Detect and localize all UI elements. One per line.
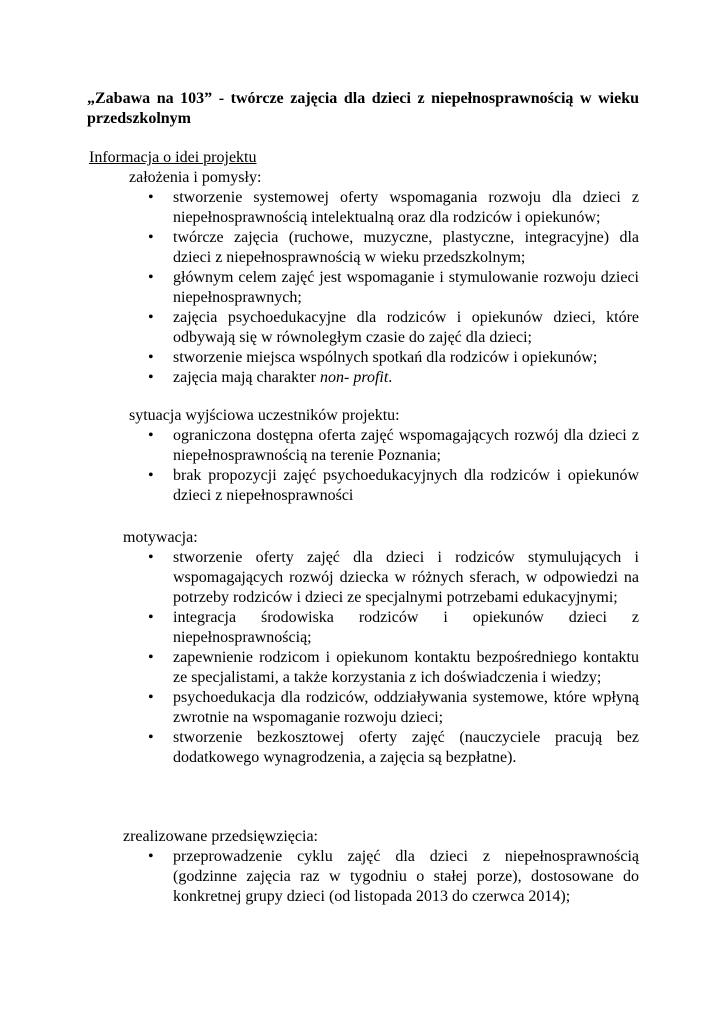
bullet-icon: • <box>148 269 154 286</box>
list-item-text: stworzenie bezkosztowej oferty zajęć (nauczyciele pracują bez dodatkowego wynagrodzenia, a zajęcia są bezpłatne). <box>173 729 639 766</box>
list-item-text: brak propozycji zajęć psychoedukacyjnych dla rodziców i opiekunów dzieci z niepełnosprawności <box>173 467 639 504</box>
section-label-sytuacja: sytuacja wyjściowa uczestników projektu: <box>129 407 400 424</box>
bullet-list-sytuacja <box>148 426 639 506</box>
bullet-icon: • <box>148 689 154 706</box>
document-title: „Zabawa na 103” - twórcze zajęcia dla dzieci z niepełnosprawnością w wieku przedszkolnym <box>87 90 639 127</box>
list-item-text: głównym celem zajęć jest wspomaganie i stymulowanie rozwoju dzieci niepełnosprawnych; <box>173 269 639 306</box>
list-item <box>148 348 639 368</box>
list-item <box>148 648 639 688</box>
list-item-text: ograniczona dostępna oferta zajęć wspomagających rozwój dla dzieci z niepełnosprawnością na terenie Poznania; <box>173 427 639 464</box>
list-item <box>148 847 639 907</box>
section-heading: Informacja o idei projektu <box>89 149 257 166</box>
bullet-list-zalozenia <box>148 188 639 388</box>
list-item-text: integracja środowiska rodziców i opiekunów dzieci z niepełnosprawnością; <box>173 609 639 646</box>
bullet-icon: • <box>148 729 154 746</box>
list-item <box>148 268 639 308</box>
list-item-text-suffix: . <box>388 369 393 386</box>
section-label-motywacja: motywacja: <box>123 529 198 546</box>
bullet-icon: • <box>148 609 154 626</box>
list-item-text: stworzenie miejsca wspólnych spotkań dla rodziców i opiekunów; <box>173 349 598 366</box>
bullet-icon: • <box>148 848 154 865</box>
bullet-list-motywacja <box>148 548 639 768</box>
section-label-zalozenia: założenia i pomysły: <box>129 169 262 186</box>
list-item <box>148 548 639 608</box>
bullet-icon: • <box>148 549 154 566</box>
list-item-text: zajęcia psychoedukacyjne dla rodziców i opiekunów dzieci, które odbywają się w równoległym czasie do zajęć dla dzieci; <box>173 309 639 346</box>
list-item <box>148 426 639 466</box>
bullet-icon: • <box>148 229 154 246</box>
list-item <box>148 228 639 268</box>
bullet-icon: • <box>148 349 154 366</box>
bullet-list-zrealizowane <box>148 847 639 907</box>
bullet-icon: • <box>148 649 154 666</box>
list-item <box>148 368 639 388</box>
list-item-emphasis: non- profit <box>320 369 389 386</box>
list-item-text: stworzenie systemowej oferty wspomagania rozwoju dla dzieci z niepełnosprawnością intelektualną oraz dla rodziców i opiekunów; <box>173 189 639 226</box>
list-item <box>148 308 639 348</box>
list-item <box>148 188 639 228</box>
list-item <box>148 608 639 648</box>
bullet-icon: • <box>148 369 154 386</box>
list-item <box>148 466 639 506</box>
list-item-text: zapewnienie rodzicom i opiekunom kontaktu bezpośredniego kontaktu ze specjalistami, a także korzystania z ich doświadczenia i wiedzy; <box>173 649 639 686</box>
list-item-text: twórcze zajęcia (ruchowe, muzyczne, plastyczne, integracyjne) dla dzieci z niepełnosprawnością w wieku przedszkolnym; <box>173 229 639 266</box>
list-item-text: psychoedukacja dla rodziców, oddziaływania systemowe, które wpłyną zwrotnie na wspomaganie rozwoju dzieci; <box>173 689 639 726</box>
bullet-icon: • <box>148 427 154 444</box>
list-item <box>148 688 639 728</box>
section-label-zrealizowane: zrealizowane przedsięwzięcia: <box>123 828 318 845</box>
list-item-text: stworzenie oferty zajęć dla dzieci i rodziców stymulujących i wspomagających rozwój dziecka w różnych sferach, w odpowiedzi na potrzeby rodziców i dzieci ze specjalnymi potrzebami edukacyjnymi; <box>173 549 639 606</box>
list-item-text-prefix: zajęcia mają charakter <box>173 369 320 386</box>
bullet-icon: • <box>148 309 154 326</box>
bullet-icon: • <box>148 467 154 484</box>
list-item-text: przeprowadzenie cyklu zajęć dla dzieci z niepełnosprawnością (godzinne zajęcia raz w tygodniu o stałej porze), dostosowane do konkretnej grupy dzieci (od listopada 2013 do czerwca 2014); <box>173 848 639 905</box>
bullet-icon: • <box>148 189 154 206</box>
list-item <box>148 728 639 768</box>
